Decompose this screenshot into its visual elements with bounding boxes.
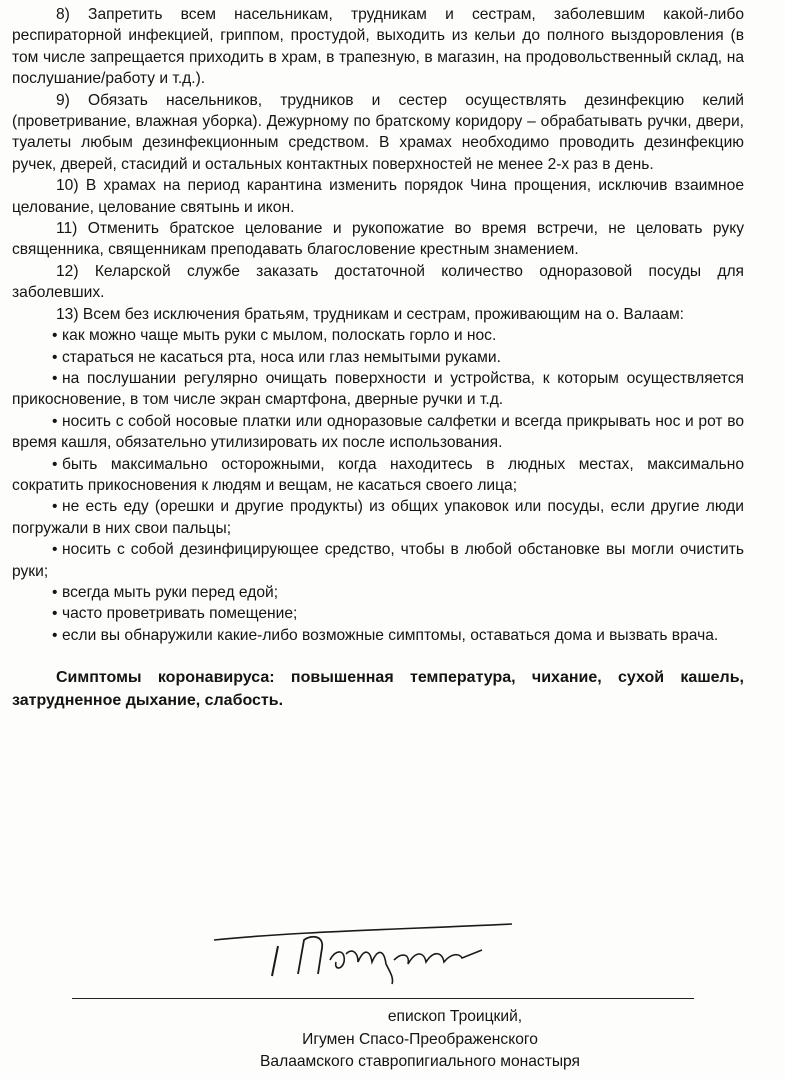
bullet-icon: •: [52, 412, 58, 430]
list-item: • носить с собой носовые платки или одноразовые салфетки и всегда прикрывать нос и рот во время кашля, обязательно утилизировать их после использования.: [12, 412, 744, 452]
bullet-icon: •: [52, 348, 58, 366]
bullet-icon: •: [52, 626, 58, 644]
clause-13: 13) Всем без исключения братьям, трудникам и сестрам, проживающим на о. Валаам:: [56, 305, 685, 323]
bullet-icon: •: [52, 327, 58, 345]
list-item: • носить с собой дезинфицирующее средство, чтобы в любой обстановке вы могли очистить руки;: [12, 541, 744, 580]
signer-title-line: Валаамского ставропигиального монастыря: [260, 1053, 580, 1070]
bullet-icon: •: [52, 455, 58, 473]
list-item: • на послушании регулярно очищать поверхности и устройства, к которым осуществляется прикосновение, в том числе экран смартфона, дверные ручки и т.д.: [12, 369, 744, 409]
clause-9: 9) Обязать насельников, трудников и сестер осуществлять дезинфекцию келий (проветривание, влажная уборка). Дежурному по братскому коридору – обрабатывать ручки, двери, туалеты любым дезинфекционным средством. В храмах необходимо проводить дезинфекцию ручек, дверей, стасидий и остальных контактных поверхностей не менее 2-х раз в день.: [12, 91, 744, 173]
clause-11: 11) Отменить братское целование и рукопожатие во время встречи, не целовать руку священника, священникам преподавать благословение крестным знамением.: [12, 220, 744, 259]
handwritten-signature: [212, 918, 532, 988]
list-item: • как можно чаще мыть руки с мылом, полоскать горло и нос.: [12, 325, 744, 346]
signer-title-line: Игумен Спасо-Преображенского: [302, 1030, 538, 1048]
signature-line: [72, 998, 694, 999]
bullet-icon: •: [52, 583, 58, 601]
bullet-icon: •: [52, 605, 58, 623]
list-item: • быть максимально осторожными, когда находитесь в людных местах, максимально сократить прикосновения к людям и вещам, не касаться своего лица;: [12, 455, 744, 494]
list-item: • не есть еду (орешки и другие продукты) из общих упаковок или посуды, если другие люди погружали в них свои пальцы;: [12, 498, 744, 537]
clause-8: 8) Запретить всем насельникам, трудникам и сестрам, заболевшим какой-либо респираторной инфекцией, гриппом, простудой, выходить из кельи до полного выздоровления (в том числе запрещается приходить в храм, в трапезную, в магазин, на продовольственный склад, на послушание/работу и т.д.).: [12, 6, 744, 88]
hygiene-bullet-list: [12, 325, 744, 646]
list-item: • если вы обнаружили какие-либо возможные симптомы, оставаться дома и вызвать врача.: [12, 625, 744, 646]
signer-title-line: епископ Троицкий,: [387, 1008, 523, 1025]
clause-10: 10) В храмах на период карантина изменить порядок Чина прощения, исключив взаимное целование, целование святынь и икон.: [12, 177, 744, 216]
document-body: [12, 4, 744, 712]
signer-block: [180, 1006, 660, 1074]
clause-12: 12) Келарской службе заказать достаточной количество одноразовой посуды для заболевших.: [12, 262, 744, 302]
list-item: • всегда мыть руки перед едой;: [12, 582, 744, 603]
list-item: • стараться не касаться рта, носа или глаз немытыми руками.: [12, 347, 744, 368]
bullet-icon: •: [52, 541, 58, 559]
bullet-icon: •: [52, 369, 58, 387]
symptoms-note: Симптомы коронавируса: повышенная температура, чихание, сухой кашель, затрудненное дыхание, слабость.: [12, 669, 744, 710]
list-item: • часто проветривать помещение;: [12, 603, 744, 624]
bullet-icon: •: [52, 498, 58, 516]
